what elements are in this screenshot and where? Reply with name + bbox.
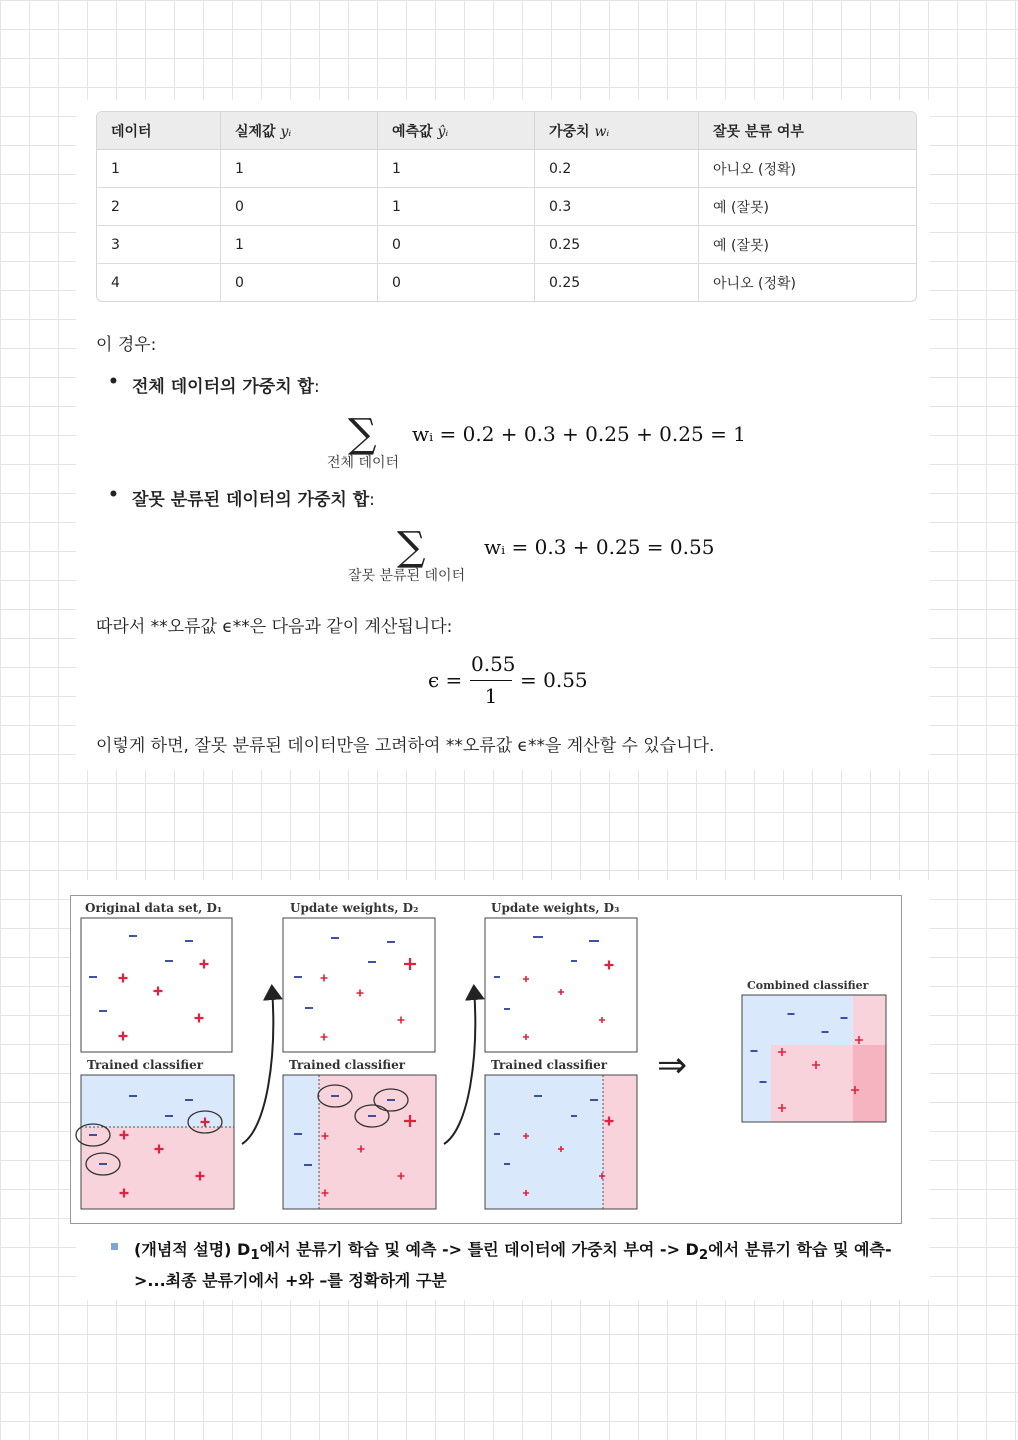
cell: 0 [378,226,535,264]
cell: 예 (잘못) [699,188,916,226]
region-pink [319,1075,436,1209]
adaboost-diagram [71,896,901,1223]
sum2-expression: wᵢ = 0.3 + 0.25 = 0.55 [484,535,715,559]
data-box-3 [485,918,637,1052]
cell: 예 (잘못) [699,226,916,264]
cell: 4 [97,264,221,301]
cell: 0.2 [535,150,699,188]
combined-label: Combined classifier [747,979,869,992]
cell: 0 [221,264,378,301]
table-row [97,150,916,188]
region-pink [81,1127,234,1209]
weights-table [96,111,917,302]
trained-label-3: Trained classifier [491,1058,608,1072]
epsilon-numerator: 0.55 [471,652,516,676]
header-misclassified: 잘못 분류 여부 [699,112,916,150]
curved-arrow-icon [242,988,273,1144]
fraction-bar [470,680,512,681]
cell: 1 [221,150,378,188]
header-weight: 가중치 wᵢ [535,112,699,150]
implies-arrow-icon: ⇒ [657,1045,688,1086]
header-predicted: 예측값 ŷᵢ [378,112,535,150]
region-pink [603,1075,637,1209]
epsilon-lhs: ϵ = [428,668,463,692]
epsilon-rhs: = 0.55 [520,668,588,692]
region-blue [81,1075,234,1127]
sigma-symbol: ∑ [397,524,426,570]
cell: 0 [378,264,535,301]
region-blue [485,1075,603,1209]
conclusion-text: 이렇게 하면, 잘못 분류된 데이터만을 고려하여 **오류값 ϵ**을 계산할 수 있습니다. [96,736,715,756]
combined-region-pink-dark [853,1045,886,1122]
adaboost-figure [70,895,902,1224]
table-row [97,226,916,264]
trained-label-1: Trained classifier [87,1058,204,1072]
sigma-symbol: ∑ [348,411,377,457]
sum2-subscript: 잘못 분류된 데이터 [348,568,466,584]
therefore-text: 따라서 **오류값 ϵ**은 다음과 같이 계산됩니다: [96,617,453,637]
combined-region-pink [771,1045,853,1122]
cell: 1 [221,226,378,264]
table-row [97,188,916,226]
cell: 0.3 [535,188,699,226]
curved-arrow-icon [444,988,475,1144]
cell: 아니오 (정확) [713,275,796,292]
title-update-d3: Update weights, D₃ [491,901,620,915]
cell: 0.25 [535,226,699,264]
epsilon-denominator: 1 [484,684,498,708]
cell: 아니오 (정확) [699,150,916,188]
figure-caption: (개념적 설명) $D_1$에서 분류기 학습 및 예측 -> 틀린 데이터에 가중치 부여 -> $D_2$에서 분류기 학습 및 예측->...최종 분류기에서 +와 –를 정확하게 구분 [134,1240,892,1291]
bullet-square-icon [111,1243,118,1250]
cell: 1 [97,150,221,188]
combined-region-blue [742,995,771,1122]
header-data: 데이터 [97,112,221,150]
case-intro: 이 경우: [96,335,157,355]
cell: 0.25 [535,264,699,301]
bullet-total-weight: • 전체 데이터의 가중치 합: [132,372,320,397]
cell: 1 [378,188,535,226]
bullet-misclassified-weight: • 잘못 분류된 데이터의 가중치 합: [132,485,375,510]
data-box-1 [81,918,232,1052]
combined-region-pink [853,995,886,1045]
sum1-expression: wᵢ = 0.2 + 0.3 + 0.25 + 0.25 = 1 [412,422,746,446]
combined-region-blue [771,995,853,1045]
region-blue [283,1075,319,1209]
table-row [97,264,916,301]
trained-label-2: Trained classifier [289,1058,406,1072]
title-original: Original data set, D₁ [85,901,223,915]
cell: 2 [97,188,221,226]
header-actual: 실제값 yᵢ [221,112,378,150]
cell: 1 [378,150,535,188]
cell: 3 [97,226,221,264]
table-header-row [97,112,916,150]
title-update-d2: Update weights, D₂ [290,901,419,915]
cell: 0 [221,188,378,226]
sum1-subscript: 전체 데이터 [327,455,400,471]
data-box-2 [283,918,435,1052]
